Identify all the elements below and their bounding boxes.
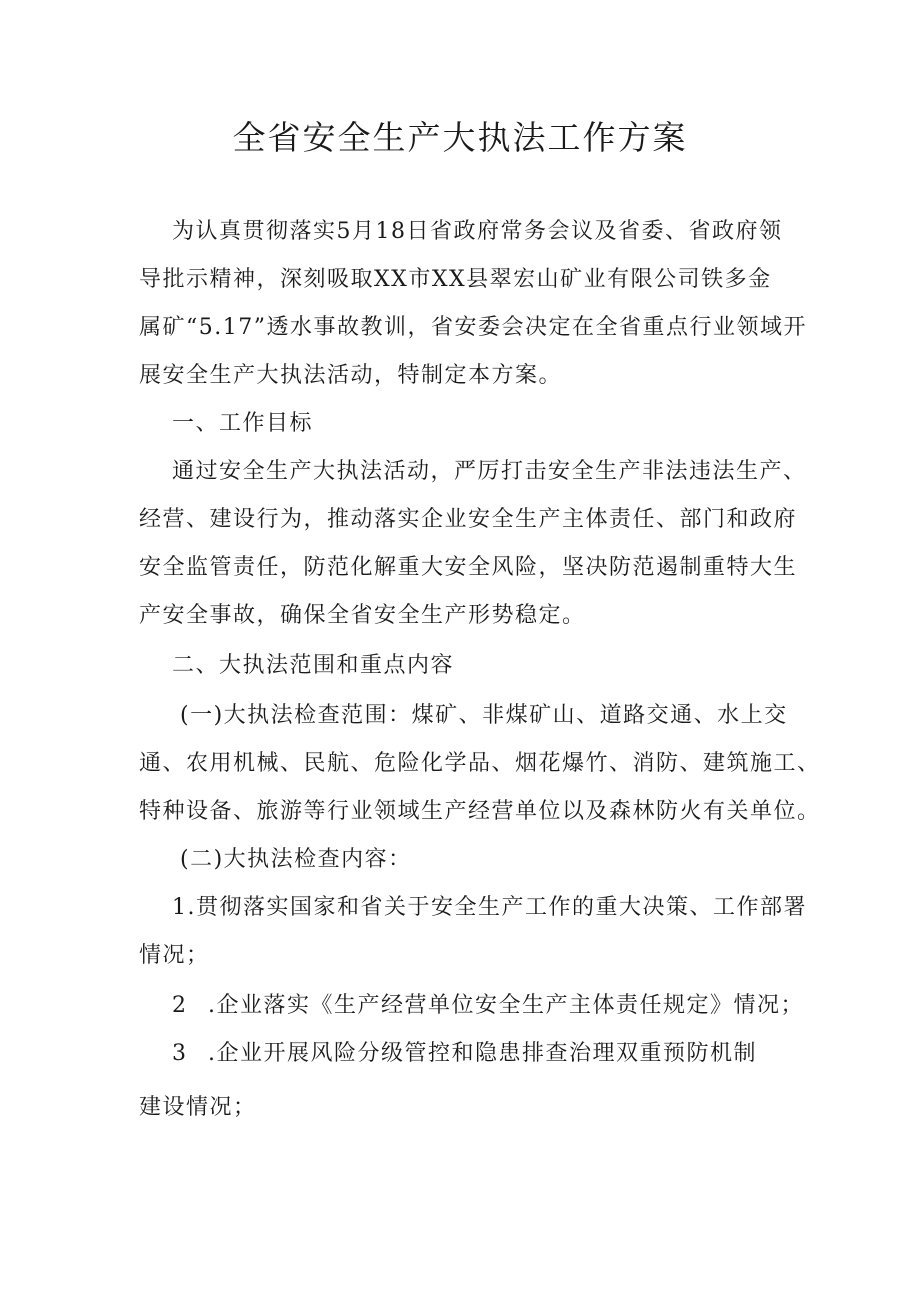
paragraph-line: 特种设备、旅游等行业领域生产经营单位以及森林防火有关单位。 bbox=[139, 799, 821, 824]
document-title: 全省安全生产大执法工作方案 bbox=[232, 118, 688, 157]
list-item-continuation: 情况； bbox=[139, 943, 210, 968]
section-heading: 二、大执法范围和重点内容 bbox=[172, 653, 455, 678]
subsection-heading: (二)大执法检查内容： bbox=[180, 847, 412, 872]
paragraph-line: 安全监管责任，防范化解重大安全风险，坚决防范遏制重特大生 bbox=[139, 555, 798, 580]
list-item-continuation: 建设情况； bbox=[139, 1095, 257, 1120]
paragraph-line: (一)大执法检查范围：煤矿、非煤矿山、道路交通、水上交 bbox=[180, 703, 788, 728]
paragraph-line: 通、农用机械、民航、危险化学品、烟花爆竹、消防、建筑施工、 bbox=[139, 751, 821, 776]
paragraph-line: 为认真贯彻落实5月18日省政府常务会议及省委、省政府领 bbox=[172, 219, 783, 244]
list-item-number: 3 bbox=[172, 1041, 188, 1066]
list-item: .企业落实《生产经营单位安全生产主体责任规定》情况； bbox=[208, 993, 804, 1018]
list-item: 1.贯彻落实国家和省关于安全生产工作的重大决策、工作部署 bbox=[172, 895, 807, 920]
paragraph-line: 展安全生产大执法活动，特制定本方案。 bbox=[139, 363, 563, 388]
list-item: .企业开展风险分级管控和隐患排查治理双重预防机制 bbox=[208, 1041, 757, 1066]
paragraph-line: 经营、建设行为，推动落实企业安全生产主体责任、部门和政府 bbox=[139, 507, 798, 532]
list-item-number: 2 bbox=[172, 993, 188, 1018]
paragraph-line: 属矿“5.17”透水事故教训，省安委会决定在全省重点行业领域开 bbox=[139, 315, 807, 340]
paragraph-line: 导批示精神，深刻吸取XX市XX县翠宏山矿业有限公司铁多金 bbox=[139, 267, 772, 292]
paragraph-line: 通过安全生产大执法活动，严厉打击安全生产非法违法生产、 bbox=[172, 459, 807, 484]
section-heading: 一、工作目标 bbox=[172, 411, 314, 436]
paragraph-line: 产安全事故，确保全省安全生产形势稳定。 bbox=[139, 603, 586, 628]
